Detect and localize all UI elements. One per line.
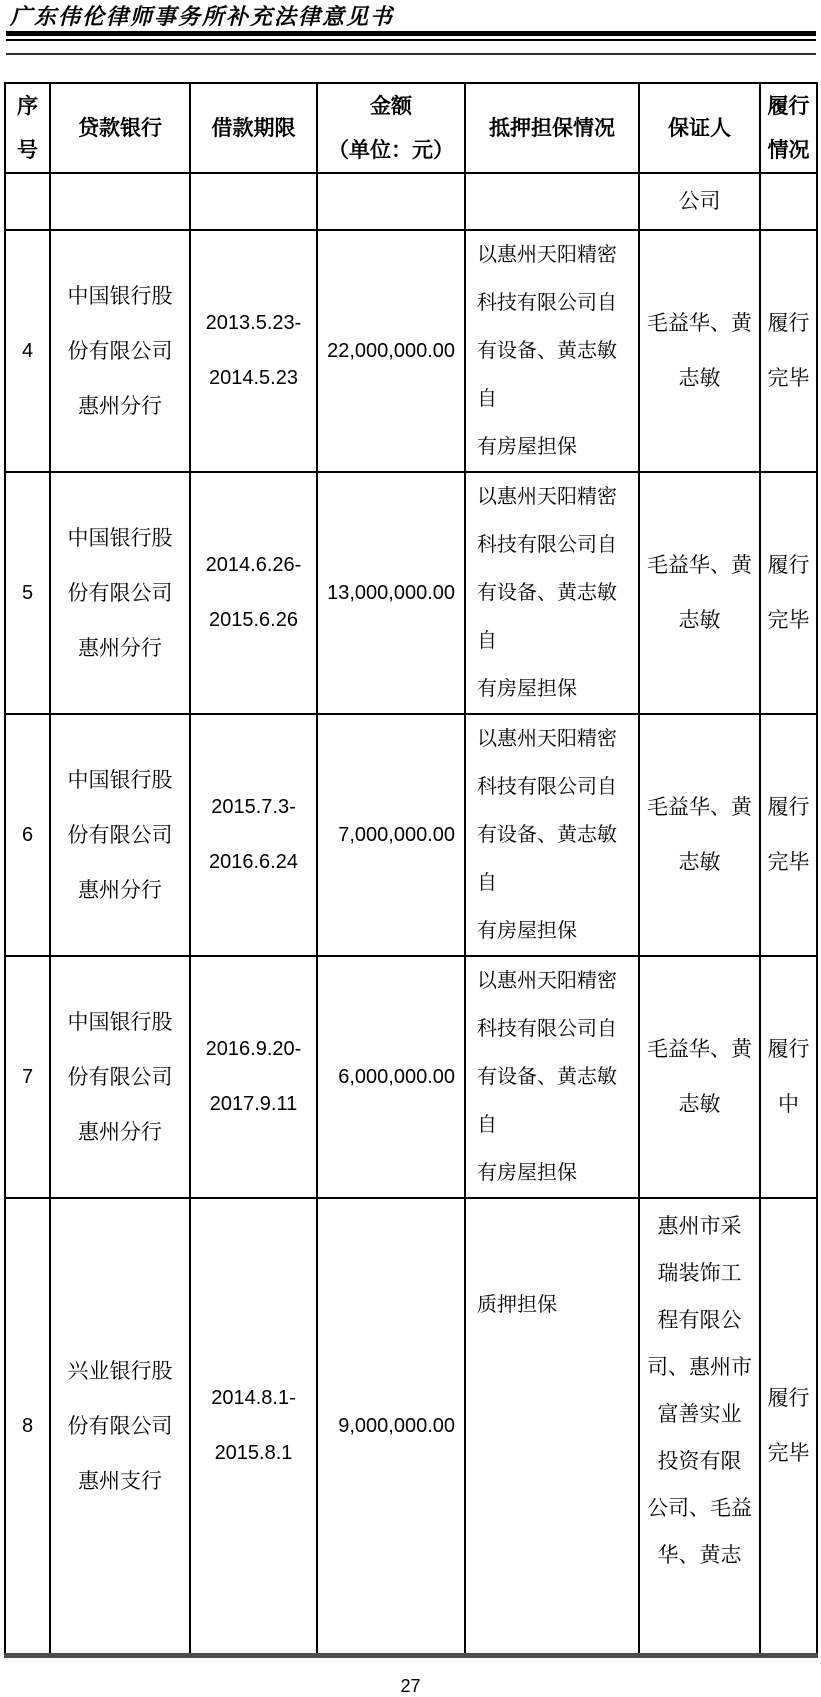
cell-guarantor <box>639 714 760 956</box>
document-header-title: 广东伟伦律师事务所补充法律意见书 <box>10 4 395 29</box>
cell-period-line: 2013.5.23- <box>205 312 302 334</box>
cell-amount: 7,000,000.00 <box>317 714 465 956</box>
cell-guarantee-line: 以惠州天阳精密 <box>477 970 617 992</box>
cell-guarantee <box>465 472 639 714</box>
cell-guarantee-line: 有房屋担保 <box>477 678 577 700</box>
cell-bank <box>50 173 190 230</box>
cell-status-line: 完毕 <box>767 608 810 632</box>
cell-guarantor <box>639 173 760 230</box>
cell-period-line: 2017.9.11 <box>209 1093 298 1115</box>
cell-period-line: 2014.5.23 <box>209 367 298 389</box>
cell-bank-line: 份有限公司 <box>67 1413 173 1438</box>
cell-period <box>190 956 317 1198</box>
cell-period <box>190 173 317 230</box>
cell-amount: 9,000,000.00 <box>317 1198 465 1656</box>
cell-guarantor-line: 毛益华、黄 <box>647 553 752 577</box>
cell-amount: 6,000,000.00 <box>317 956 465 1198</box>
cell-guarantor-line: 司、惠州市 <box>647 1355 752 1379</box>
cell-bank-line: 惠州分行 <box>78 635 162 660</box>
cell-amount: 22,000,000.00 <box>317 230 465 472</box>
cell-amount <box>317 173 465 230</box>
column-header <box>639 83 760 173</box>
cell-guarantor <box>639 472 760 714</box>
cell-guarantee <box>465 173 639 230</box>
cell-guarantee-line: 质押担保 <box>477 1294 557 1316</box>
cell-guarantor-line: 毛益华、黄 <box>647 1037 752 1061</box>
column-header-line: 情况 <box>767 138 810 162</box>
column-header <box>760 83 817 173</box>
cell-bank-line: 份有限公司 <box>67 1064 173 1089</box>
cell-bank-line: 份有限公司 <box>67 580 173 605</box>
cell-status <box>760 472 817 714</box>
cell-bank-line: 惠州分行 <box>78 1119 162 1144</box>
column-header-line: 履行 <box>767 94 810 118</box>
cell-index: 6 <box>5 714 50 956</box>
cell-period-line: 2016.9.20- <box>205 1038 302 1060</box>
cell-guarantor <box>639 1198 760 1656</box>
cell-status-line: 完毕 <box>767 1441 810 1465</box>
column-header <box>50 83 190 173</box>
cell-bank <box>50 472 190 714</box>
cell-bank-line: 中国银行股 <box>67 525 173 550</box>
cell-status-line: 履行 <box>767 1386 810 1410</box>
column-header <box>190 83 317 173</box>
cell-guarantor-line: 志敏 <box>678 366 721 390</box>
cell-guarantee-line: 有设备、黄志敏自 <box>477 340 617 410</box>
cell-guarantor-line: 志敏 <box>678 1092 721 1116</box>
column-header <box>317 83 465 173</box>
cell-guarantor-line: 富善实业 <box>657 1402 742 1426</box>
cell-amount: 13,000,000.00 <box>317 472 465 714</box>
loan-table <box>4 82 818 1658</box>
table-row <box>5 1198 817 1656</box>
cell-guarantor-line: 华、黄志 <box>657 1543 742 1567</box>
cell-guarantee <box>465 1198 639 1656</box>
cell-guarantee-line: 以惠州天阳精密 <box>477 244 617 266</box>
cell-period <box>190 1198 317 1656</box>
column-header <box>5 83 50 173</box>
cell-guarantee-line: 科技有限公司自 <box>477 292 617 314</box>
cell-guarantor-line: 志敏 <box>678 850 721 874</box>
table-row <box>5 472 817 714</box>
cell-guarantee-line: 有设备、黄志敏自 <box>477 582 617 652</box>
cell-period-line: 2015.8.1 <box>214 1442 293 1464</box>
column-header-line: 保证人 <box>668 116 731 140</box>
column-header-line: 抵押担保情况 <box>489 116 615 140</box>
cell-guarantor <box>639 956 760 1198</box>
cell-bank-line: 兴业银行股 <box>67 1358 173 1383</box>
cell-guarantee <box>465 230 639 472</box>
cell-bank <box>50 230 190 472</box>
cell-guarantee-line: 有设备、黄志敏自 <box>477 1066 617 1136</box>
table-row <box>5 956 817 1198</box>
cell-index <box>5 173 50 230</box>
cell-guarantee <box>465 956 639 1198</box>
cell-index: 5 <box>5 472 50 714</box>
cell-status <box>760 956 817 1198</box>
page-number: 27 <box>400 1676 421 1696</box>
cell-index: 8 <box>5 1198 50 1656</box>
cell-bank-line: 中国银行股 <box>67 283 173 308</box>
cell-guarantee-line: 有房屋担保 <box>477 1162 577 1184</box>
cell-guarantee-line: 有设备、黄志敏自 <box>477 824 617 894</box>
cell-period-line: 2016.6.24 <box>209 851 298 873</box>
column-header-line: 金额 <box>370 94 412 118</box>
cell-period <box>190 714 317 956</box>
cell-period-line: 2015.7.3- <box>211 796 296 818</box>
column-header <box>465 83 639 173</box>
cell-index: 4 <box>5 230 50 472</box>
cell-guarantee-line: 科技有限公司自 <box>477 534 617 556</box>
cell-guarantor-line: 毛益华、黄 <box>647 795 752 819</box>
table-header-row <box>5 83 817 173</box>
cell-status-line: 履行 <box>767 553 810 577</box>
cell-period <box>190 230 317 472</box>
cell-status-line: 履行 <box>767 1037 810 1061</box>
cell-bank-line: 中国银行股 <box>67 1009 173 1034</box>
cell-period-line: 2014.8.1- <box>211 1387 296 1409</box>
column-header-line: 借款期限 <box>211 116 296 140</box>
cell-status-line: 完毕 <box>767 366 810 390</box>
header-rule-single <box>6 53 816 55</box>
cell-period-line: 2014.6.26- <box>205 554 302 576</box>
column-header-line: 贷款银行 <box>78 116 162 140</box>
table-row <box>5 230 817 472</box>
cell-period <box>190 472 317 714</box>
cell-guarantee <box>465 714 639 956</box>
column-header-line: 号 <box>17 138 38 162</box>
loan-table-body <box>5 173 817 1656</box>
column-header-line: （单位：元） <box>328 138 454 162</box>
cell-guarantee-line: 科技有限公司自 <box>477 1018 617 1040</box>
cell-bank-line: 份有限公司 <box>67 338 173 363</box>
cell-guarantee-line: 有房屋担保 <box>477 436 577 458</box>
cell-guarantee-line: 科技有限公司自 <box>477 776 617 798</box>
cell-period-line: 2015.6.26 <box>209 609 298 631</box>
cell-guarantor-line: 公司、毛益 <box>647 1496 752 1520</box>
guarantor-line: 公司 <box>678 189 721 213</box>
cell-status <box>760 173 817 230</box>
cell-bank <box>50 956 190 1198</box>
cell-bank-line: 份有限公司 <box>67 822 173 847</box>
cell-guarantor-line: 瑞装饰工 <box>657 1261 742 1285</box>
table-row-continuation <box>5 173 817 230</box>
cell-guarantor-line: 毛益华、黄 <box>647 311 752 335</box>
cell-guarantor <box>639 230 760 472</box>
column-header-line: 序 <box>17 94 38 118</box>
cell-bank-line: 惠州分行 <box>78 877 162 902</box>
cell-status <box>760 230 817 472</box>
loan-table-header <box>5 83 817 173</box>
cell-guarantee-line: 有房屋担保 <box>477 920 577 942</box>
cell-guarantee-line: 以惠州天阳精密 <box>477 486 617 508</box>
cell-guarantor-line: 志敏 <box>678 608 721 632</box>
table-row <box>5 714 817 956</box>
cell-status-line: 履行 <box>767 795 810 819</box>
cell-guarantor-line: 程有限公 <box>657 1308 742 1332</box>
cell-guarantee-line: 以惠州天阳精密 <box>477 728 617 750</box>
cell-bank-line: 惠州分行 <box>78 393 162 418</box>
cell-status <box>760 1198 817 1656</box>
cell-guarantor-line: 投资有限 <box>657 1449 742 1473</box>
cell-bank <box>50 714 190 956</box>
cell-bank-line: 中国银行股 <box>67 767 173 792</box>
cell-status-line: 完毕 <box>767 850 810 874</box>
cell-guarantor-line: 惠州市采 <box>657 1214 742 1238</box>
cell-status-line: 履行 <box>767 311 810 335</box>
cell-bank <box>50 1198 190 1656</box>
cell-status-line: 中 <box>778 1092 799 1116</box>
header-rule-double <box>6 31 816 41</box>
cell-bank-line: 惠州支行 <box>78 1468 162 1493</box>
cell-index: 7 <box>5 956 50 1198</box>
cell-status <box>760 714 817 956</box>
